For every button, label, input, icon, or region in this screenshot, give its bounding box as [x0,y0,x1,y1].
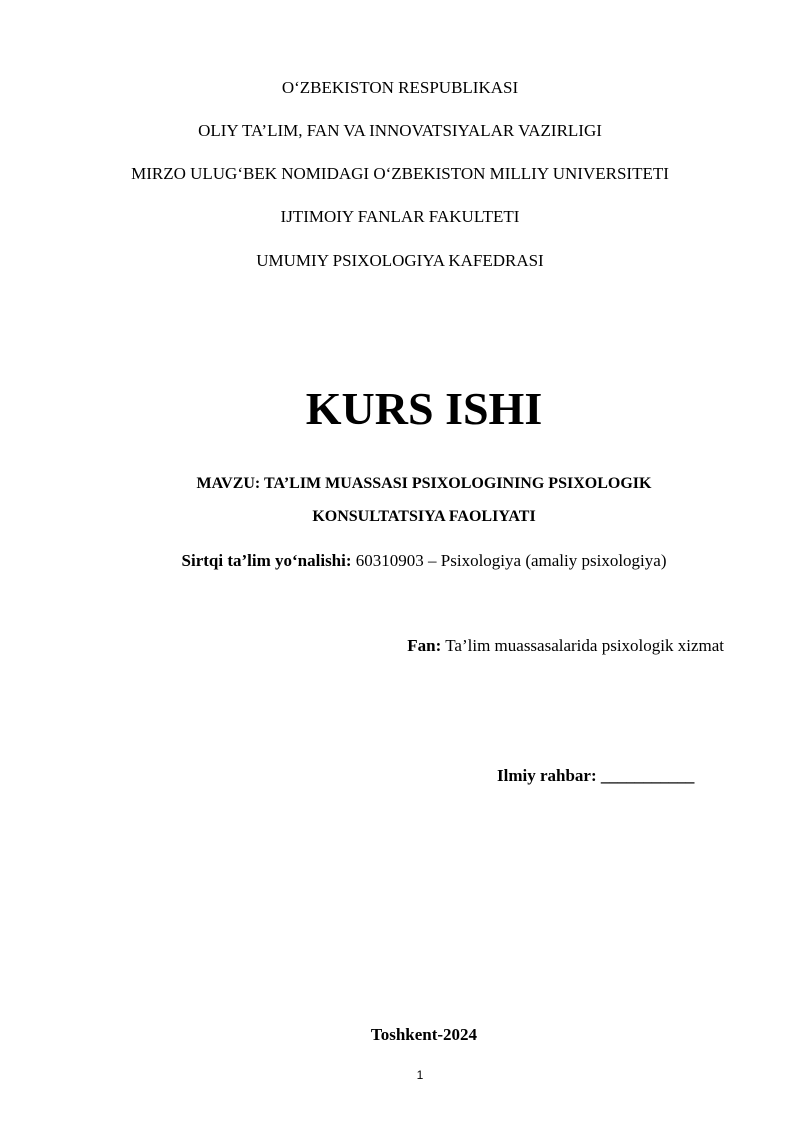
advisor-label: Ilmiy rahbar: [497,766,597,785]
topic-line-2: KONSULTATSIYA FAOLIYATI [312,508,536,525]
city-year: Toshkent-2024 [370,1025,478,1044]
department-heading: UMUMIY PSIXOLOGIYA KAFEDRASI [256,251,544,270]
study-direction-label: Sirtqi ta’lim yo‘nalishi: [181,551,352,570]
topic-line-1: MAVZU: TA’LIM MUASSASI PSIXOLOGINING PSIXOLOGIK [196,475,652,492]
faculty-heading: IJTIMOIY FANLAR FAKULTETI [280,207,520,226]
university-heading: MIRZO ULUG‘BEK NOMIDAGI O‘ZBEKISTON MILLIY UNIVERSITETI [131,164,669,183]
subject-value: Ta’lim muassasalarida psixologik xizmat [441,636,724,655]
study-direction [0,551,800,571]
scientific-advisor [497,766,694,786]
page-number: 1 [416,1068,424,1082]
advisor-blank: ___________ [596,766,695,785]
subject-label: Fan: [407,636,442,655]
subject [407,636,724,656]
document-title: KURS ISHI [305,383,543,434]
study-direction-value: 60310903 – Psixologiya (amaliy psixologiya) [351,551,667,570]
republic-heading: O‘ZBEKISTON RESPUBLIKASI [281,78,519,97]
ministry-heading: OLIY TA’LIM, FAN VA INNOVATSIYALAR VAZIRLIGI [198,121,602,140]
